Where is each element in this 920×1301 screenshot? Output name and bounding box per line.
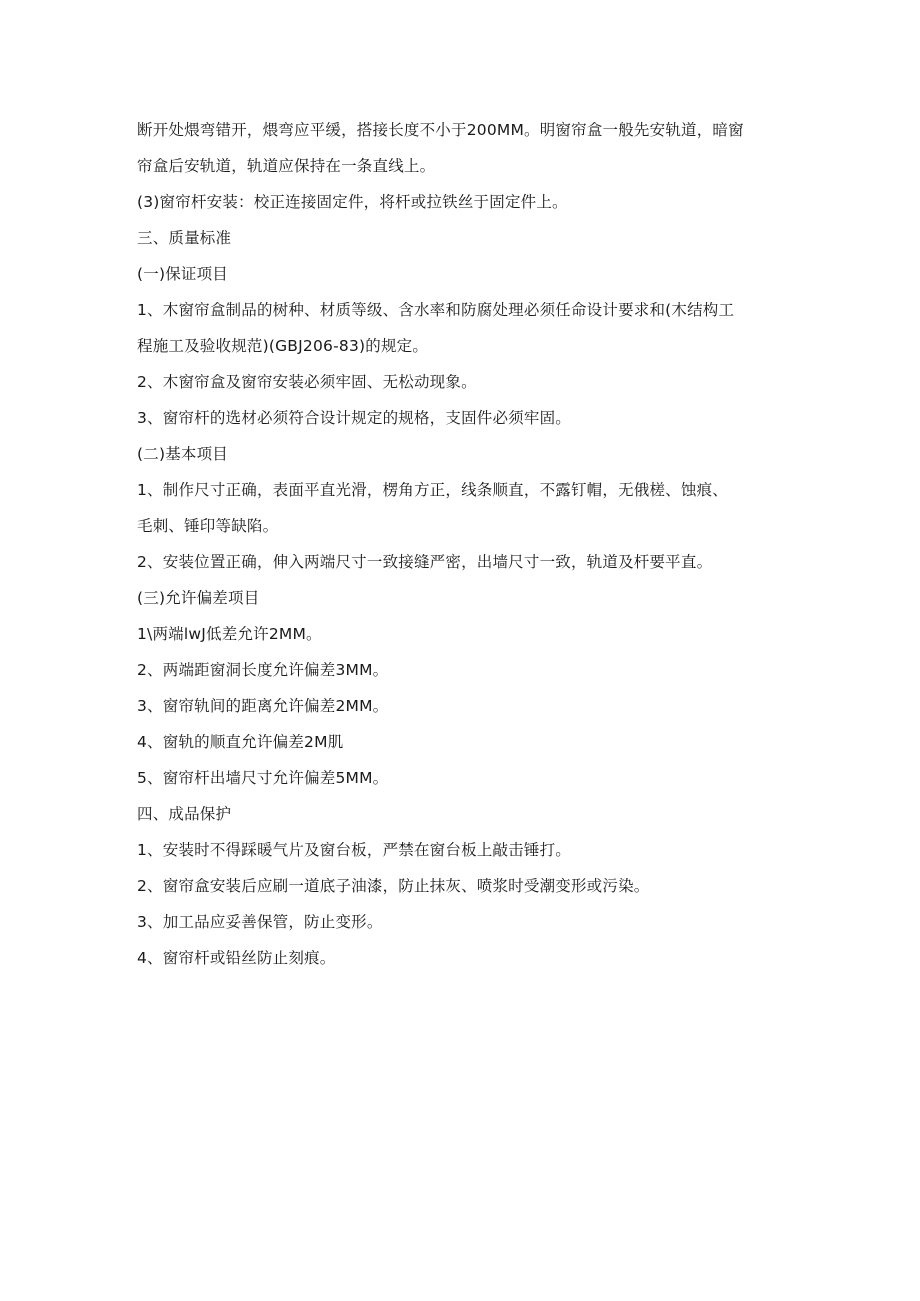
section-heading: 四、成品保护	[137, 805, 232, 823]
paragraph-line: 毛刺、锤印等缺陷。	[137, 517, 279, 535]
section-heading: 三、质量标准	[137, 229, 232, 247]
list-item: 3、窗帘轨间的距离允许偏差2MM。	[137, 697, 389, 715]
list-item: 4、窗轨的顺直允许偏差2M肌	[137, 733, 344, 751]
list-item: 2、两端距窗洞长度允许偏差3MM。	[137, 661, 389, 679]
list-item: 1、安装时不得踩暖气片及窗台板，严禁在窗台板上敲击锤打。	[137, 841, 571, 859]
subsection-heading: (一)保证项目	[137, 265, 228, 283]
list-item: 2、窗帘盒安装后应刷一道底子油漆，防止抹灰、喷浆时受潮变形或污染。	[137, 877, 650, 895]
list-item: 2、安装位置正确，伸入两端尺寸一致接缝严密，出墙尺寸一致，轨道及杆要平直。	[137, 553, 713, 571]
paragraph-line: 程施工及验收规范)(GBJ206-83)的规定。	[137, 337, 429, 355]
list-item: 1、制作尺寸正确，表面平直光滑，楞角方正，线条顺直，不露钉帽，无俄槎、蚀痕、	[137, 481, 728, 499]
paragraph-line: 断开处煨弯错开，煨弯应平缓，搭接长度不小于200MM。明窗帘盒一般先安轨道，暗窗	[137, 121, 744, 139]
list-item: 2、木窗帘盒及窗帘安装必须牢固、无松动现象。	[137, 373, 477, 391]
list-item: 1、木窗帘盒制品的树种、材质等级、含水率和防腐处理必须任命设计要求和(木结构工	[137, 301, 735, 319]
list-item: 3、窗帘杆的选材必须符合设计规定的规格，支固件必须牢固。	[137, 409, 571, 427]
subsection-heading: (二)基本项目	[137, 445, 228, 463]
list-item: 3、加工品应妥善保管，防止变形。	[137, 913, 383, 931]
paragraph-line: (3)窗帘杆安装：校正连接固定件，将杆或拉铁丝于固定件上。	[137, 193, 568, 211]
document-body	[137, 121, 797, 967]
subsection-heading: (三)允许偏差项目	[137, 589, 260, 607]
list-item: 1\两端lwJ低差允许2MM。	[137, 625, 322, 643]
list-item: 4、窗帘杆或铅丝防止刻痕。	[137, 949, 336, 967]
list-item: 5、窗帘杆出墙尺寸允许偏差5MM。	[137, 769, 389, 787]
paragraph-line: 帘盒后安轨道，轨道应保持在一条直线上。	[137, 157, 436, 175]
